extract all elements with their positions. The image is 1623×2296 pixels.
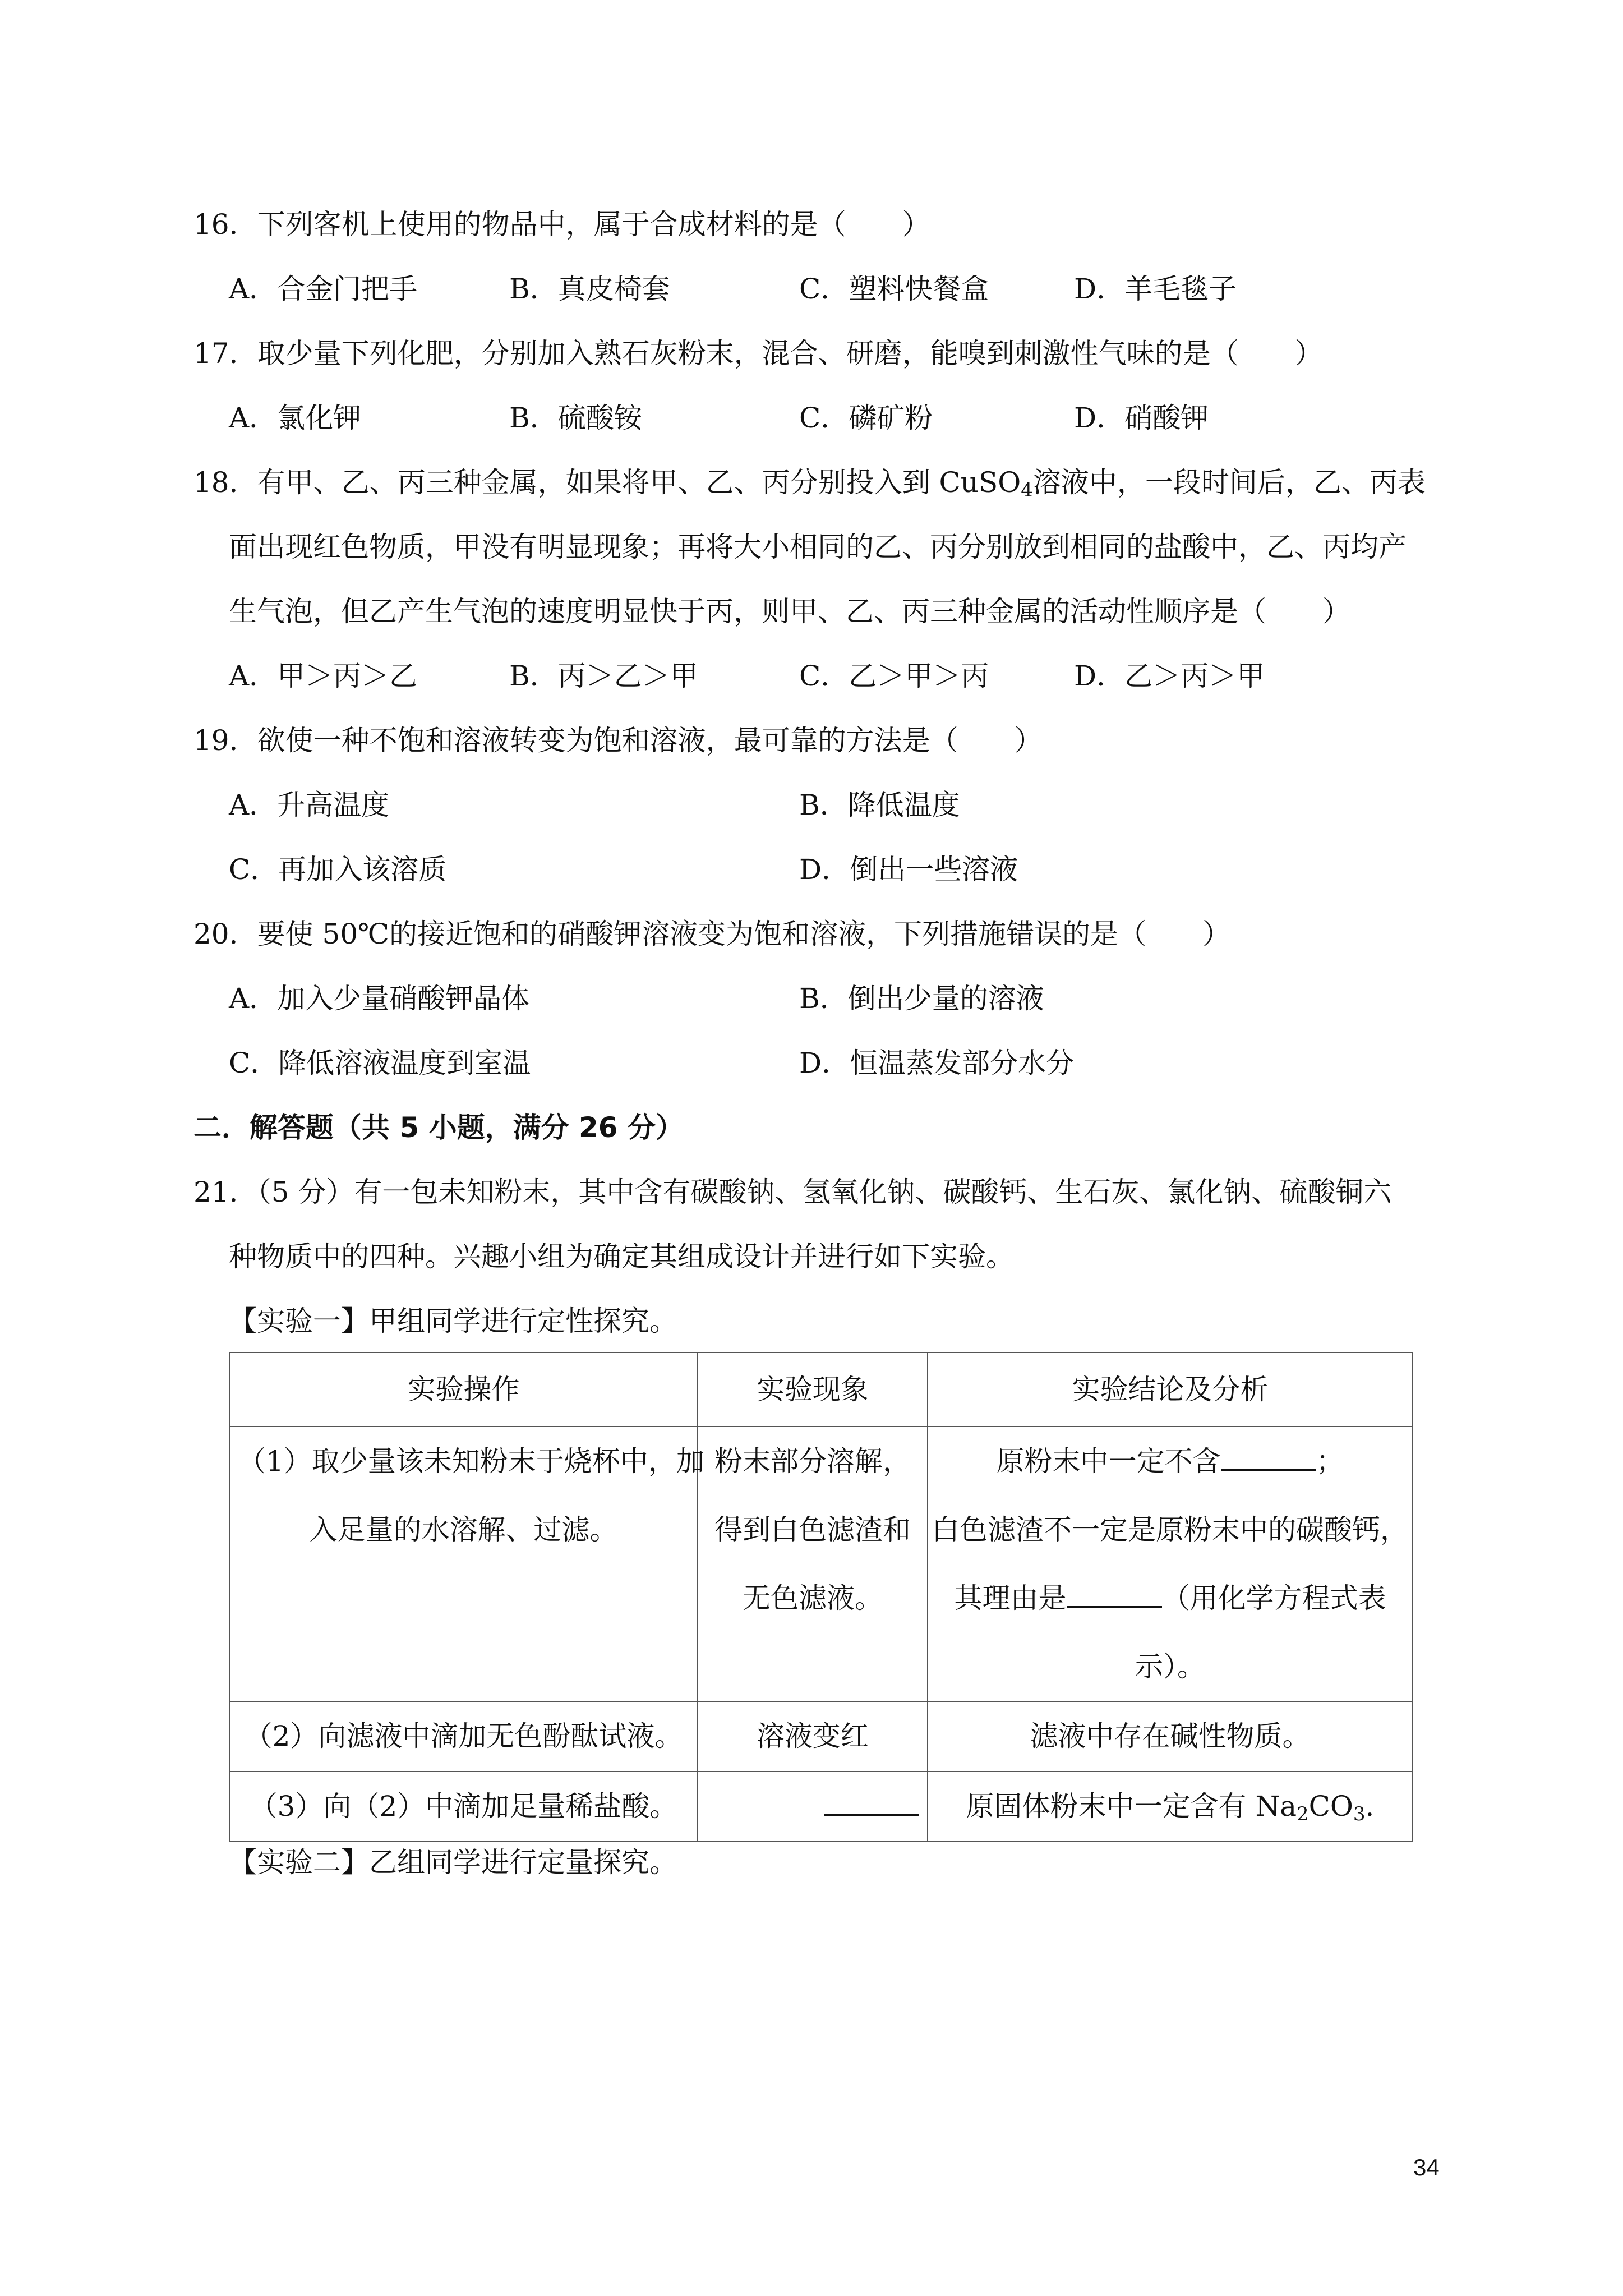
row1-conclusion: 原粉末中一定不含 ； 白色滤渣不一定是原粉末中的碳酸钙， 其理由是 （用化学方程式表 示）。	[928, 1427, 1413, 1701]
answer-blank[interactable]	[1221, 1447, 1316, 1471]
q20-option-b: B．倒出少量的溶液	[799, 982, 1044, 1015]
q16-option-c: C．塑料快餐盒	[799, 273, 989, 305]
table-row	[229, 1772, 1413, 1842]
q20-option-d: D．恒温蒸发部分水分	[799, 1047, 1075, 1079]
experiment-1-label: 【实验一】甲组同学进行定性探究。	[229, 1305, 677, 1337]
page-number: 34	[1413, 2154, 1440, 2180]
question-21-stem-line2: 种物质中的四种。兴趣小组为确定其组成设计并进行如下实验。	[229, 1240, 1014, 1273]
table-row	[229, 1427, 1413, 1701]
row2-operation: （2）向滤液中滴加无色酚酞试液。	[229, 1701, 698, 1772]
question-18-stem-line2: 面出现红色物质，甲没有明显现象；再将大小相同的乙、丙分别放到相同的盐酸中，乙、丙均产	[229, 531, 1407, 563]
header-conclusion: 实验结论及分析	[928, 1352, 1413, 1427]
q16-option-d: D．羊毛毯子	[1074, 273, 1237, 305]
q17-option-d: D．硝酸钾	[1074, 402, 1209, 434]
header-operation: 实验操作	[229, 1352, 698, 1427]
q17-option-b: B．硫酸铵	[509, 402, 642, 434]
answer-blank[interactable]	[1067, 1584, 1162, 1608]
question-17-stem: 17．取少量下列化肥，分别加入熟石灰粉末，混合、研磨，能嗅到刺激性气味的是（ ）	[193, 337, 1323, 370]
experiment-2-label: 【实验二】乙组同学进行定量探究。	[229, 1846, 677, 1879]
q18-option-d: D．乙＞丙＞甲	[1074, 660, 1265, 692]
question-19-stem: 19．欲使一种不饱和溶液转变为饱和溶液，最可靠的方法是（ ）	[193, 724, 1043, 757]
row3-operation: （3）向（2）中滴加足量稀盐酸。	[229, 1772, 698, 1842]
q19-option-a: A．升高温度	[229, 789, 390, 821]
row2-conclusion: 滤液中存在碱性物质。	[928, 1701, 1413, 1772]
row1-observation: 粉末部分溶解， 得到白色滤渣和 无色滤液。	[698, 1427, 928, 1701]
row3-observation	[698, 1772, 928, 1842]
question-18-stem-line3: 生气泡，但乙产生气泡的速度明显快于丙，则甲、乙、丙三种金属的活动性顺序是（ ）	[229, 595, 1350, 628]
header-observation: 实验现象	[698, 1352, 928, 1427]
q19-option-d: D．倒出一些溶液	[799, 853, 1018, 886]
table-header-row	[229, 1352, 1413, 1427]
row2-observation: 溶液变红	[698, 1701, 928, 1772]
q20-option-a: A．加入少量硝酸钾晶体	[229, 982, 530, 1015]
question-18-stem-line1: 18．有甲、乙、丙三种金属，如果将甲、乙、丙分别投入到 CuSO$_4$溶液中，一段时间后，乙、丙表	[193, 466, 1426, 501]
q16-option-b: B．真皮椅套	[509, 273, 670, 305]
row3-conclusion: 原固体粉末中一定含有 $Na_2CO_3$.	[928, 1772, 1413, 1842]
q20-option-c: C．降低溶液温度到室温	[229, 1047, 531, 1079]
answer-blank[interactable]	[824, 1792, 919, 1816]
q17-option-c: C．磷矿粉	[799, 402, 933, 434]
experiment-table	[229, 1352, 1413, 1842]
q18-option-a: A．甲＞丙＞乙	[229, 660, 418, 692]
q19-option-b: B．降低温度	[799, 789, 960, 821]
row1-operation: （1）取少量该未知粉末于烧杯中，加 入足量的水溶解、过滤。	[229, 1427, 698, 1701]
q19-option-c: C．再加入该溶质	[229, 853, 447, 886]
question-20-stem: 20．要使 50℃的接近饱和的硝酸钾溶液变为饱和溶液，下列措施错误的是（ ）	[193, 918, 1231, 950]
section-2-heading: 二．解答题（共 5 小题，满分 26 分）	[193, 1111, 684, 1144]
q17-option-a: A．氯化钾	[229, 402, 362, 434]
question-16-stem: 16．下列客机上使用的物品中，属于合成材料的是（ ）	[193, 208, 930, 241]
question-21-stem-line1: 21．（5 分）有一包未知粉末，其中含有碳酸钠、氢氧化钠、碳酸钙、生石灰、氯化钠、硫酸铜六	[193, 1176, 1392, 1208]
q18-option-b: B．丙＞乙＞甲	[509, 660, 698, 692]
q16-option-a: A．合金门把手	[229, 273, 418, 305]
table-row	[229, 1701, 1413, 1772]
q18-option-c: C．乙＞甲＞丙	[799, 660, 989, 692]
